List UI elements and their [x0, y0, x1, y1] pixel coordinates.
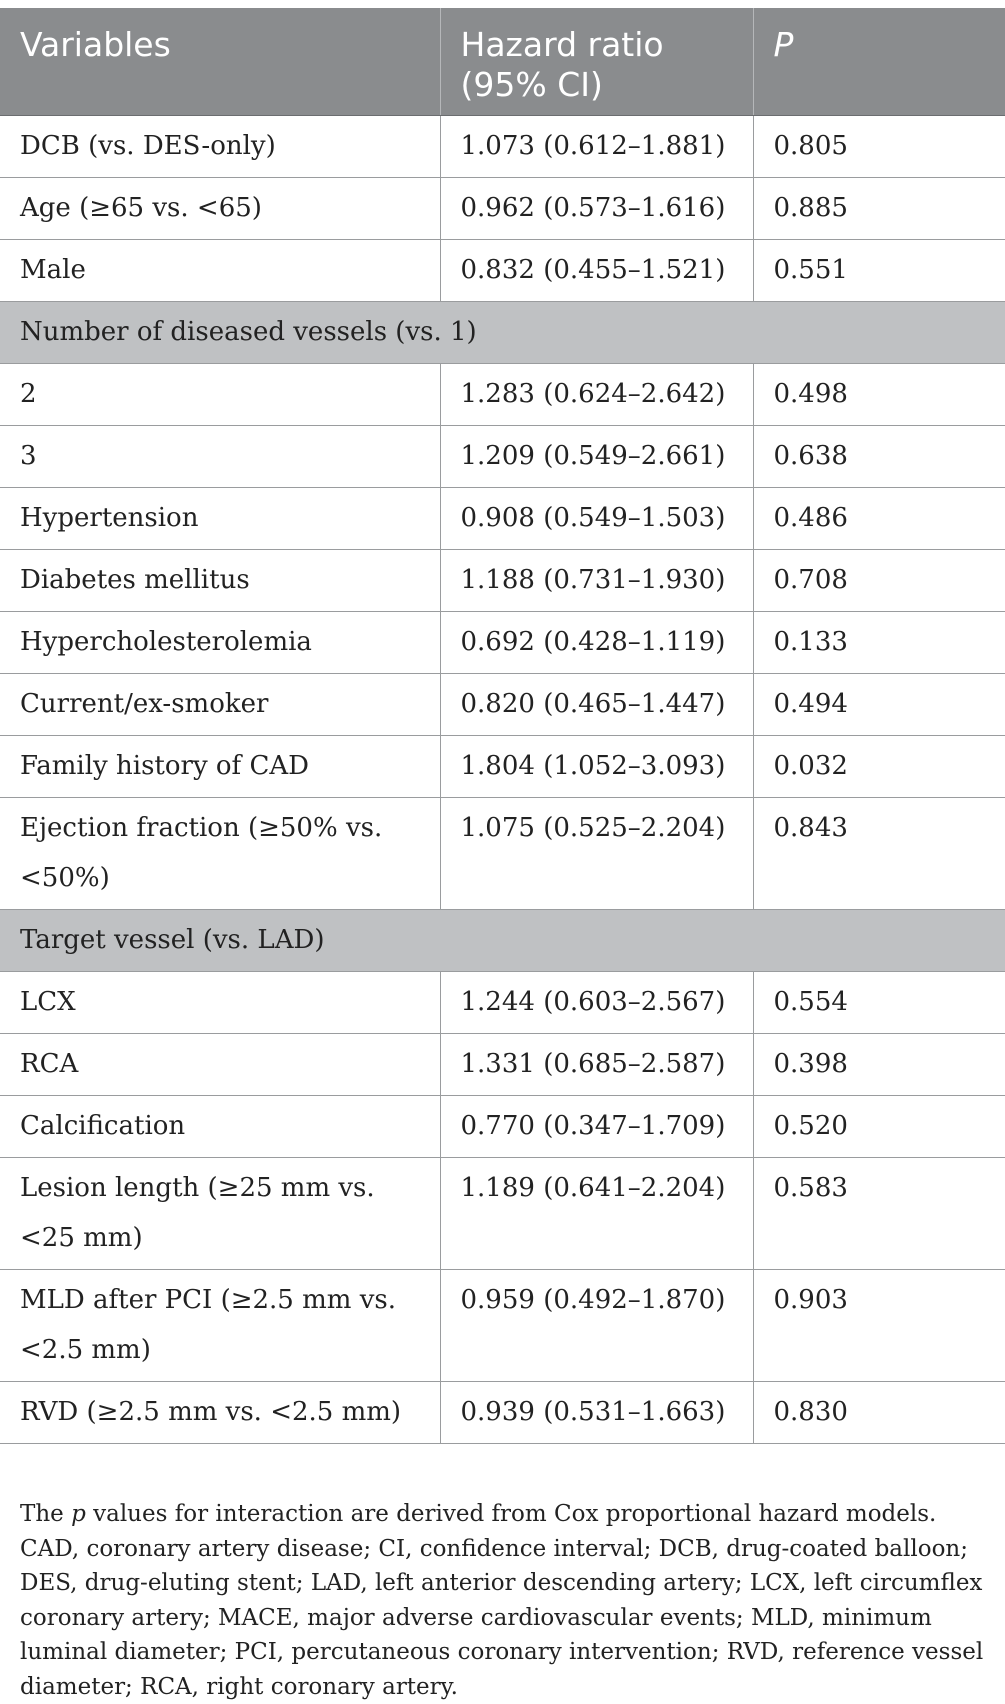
cell-hazard-ratio: 0.820 (0.465–1.447)	[440, 674, 753, 736]
table-row	[0, 116, 1005, 178]
cell-p-value: 0.708	[753, 550, 1005, 612]
table-row	[0, 364, 1005, 426]
cell-hazard-ratio: 0.959 (0.492–1.870)	[440, 1270, 753, 1382]
table-row	[0, 972, 1005, 1034]
cell-hazard-ratio: 1.244 (0.603–2.567)	[440, 972, 753, 1034]
table-row	[0, 550, 1005, 612]
table-row	[0, 736, 1005, 798]
cell-p-value: 0.398	[753, 1034, 1005, 1096]
cell-hazard-ratio: 1.804 (1.052–3.093)	[440, 736, 753, 798]
cell-hazard-ratio: 0.832 (0.455–1.521)	[440, 240, 753, 302]
cell-variable: Hypercholesterolemia	[0, 612, 440, 674]
cell-variable: RVD (≥2.5 mm vs. <2.5 mm)	[0, 1382, 440, 1444]
table-row	[0, 240, 1005, 302]
section-label: Target vessel (vs. LAD)	[0, 910, 1005, 972]
table-row	[0, 178, 1005, 240]
cell-variable: Diabetes mellitus	[0, 550, 440, 612]
cell-variable: Male	[0, 240, 440, 302]
cell-hazard-ratio: 1.188 (0.731–1.930)	[440, 550, 753, 612]
cell-variable: Family history of CAD	[0, 736, 440, 798]
table-body	[0, 116, 1005, 1444]
table-row	[0, 426, 1005, 488]
table-footnote	[20, 1497, 995, 1704]
table-row	[0, 1034, 1005, 1096]
table-row	[0, 1158, 1005, 1270]
header-variables: Variables	[0, 8, 440, 116]
cell-hazard-ratio: 0.692 (0.428–1.119)	[440, 612, 753, 674]
cell-hazard-ratio: 1.331 (0.685–2.587)	[440, 1034, 753, 1096]
table-row	[0, 1382, 1005, 1444]
cell-variable: 2	[0, 364, 440, 426]
cell-hazard-ratio: 0.962 (0.573–1.616)	[440, 178, 753, 240]
header-p: P	[753, 8, 1005, 116]
cell-p-value: 0.903	[753, 1270, 1005, 1382]
cell-hazard-ratio: 1.075 (0.525–2.204)	[440, 798, 753, 910]
cell-variable: RCA	[0, 1034, 440, 1096]
table-row	[0, 1270, 1005, 1382]
cell-variable: Current/ex-smoker	[0, 674, 440, 736]
cell-hazard-ratio: 1.189 (0.641–2.204)	[440, 1158, 753, 1270]
cell-p-value: 0.830	[753, 1382, 1005, 1444]
cell-hazard-ratio: 0.939 (0.531–1.663)	[440, 1382, 753, 1444]
cell-p-value: 0.583	[753, 1158, 1005, 1270]
table-row	[0, 1096, 1005, 1158]
table-row	[0, 488, 1005, 550]
hazard-ratio-table	[0, 8, 1005, 1444]
cell-variable: Lesion length (≥25 mm vs. <25 mm)	[0, 1158, 440, 1270]
table-row	[0, 612, 1005, 674]
cell-p-value: 0.551	[753, 240, 1005, 302]
cell-hazard-ratio: 0.908 (0.549–1.503)	[440, 488, 753, 550]
table-section-row	[0, 910, 1005, 972]
cell-variable: MLD after PCI (≥2.5 mm vs. <2.5 mm)	[0, 1270, 440, 1382]
cell-p-value: 0.498	[753, 364, 1005, 426]
cell-p-value: 0.486	[753, 488, 1005, 550]
footnote-text: values for interaction are derived from Cox proportional hazard models. CAD, coronary artery disease; CI, confidence interval; DCB, drug-coated balloon; DES, drug-eluting stent; LAD, left anterior descending artery; LCX, left circumflex coronary artery; MACE, major adverse cardiovascular events; MLD, minimum luminal diameter; PCI, percutaneous coronary intervention; RVD, reference vessel diameter; RCA, right coronary artery.	[20, 1501, 984, 1700]
cell-variable: LCX	[0, 972, 440, 1034]
cell-p-value: 0.494	[753, 674, 1005, 736]
cell-variable: 3	[0, 426, 440, 488]
cell-hazard-ratio: 1.073 (0.612–1.881)	[440, 116, 753, 178]
cell-p-value: 0.638	[753, 426, 1005, 488]
cell-p-value: 0.843	[753, 798, 1005, 910]
cell-variable: Age (≥65 vs. <65)	[0, 178, 440, 240]
cell-hazard-ratio: 1.209 (0.549–2.661)	[440, 426, 753, 488]
cell-p-value: 0.133	[753, 612, 1005, 674]
footnote-italic-p: p	[71, 1501, 86, 1527]
cell-variable: Ejection fraction (≥50% vs. <50%)	[0, 798, 440, 910]
cell-variable: Calcification	[0, 1096, 440, 1158]
table-row	[0, 674, 1005, 736]
cell-variable: DCB (vs. DES-only)	[0, 116, 440, 178]
section-label: Number of diseased vessels (vs. 1)	[0, 302, 1005, 364]
cell-p-value: 0.885	[753, 178, 1005, 240]
cell-p-value: 0.805	[753, 116, 1005, 178]
cell-p-value: 0.032	[753, 736, 1005, 798]
footnote-prefix: The	[20, 1501, 72, 1527]
cell-variable: Hypertension	[0, 488, 440, 550]
table-header-row	[0, 8, 1005, 116]
cell-p-value: 0.554	[753, 972, 1005, 1034]
table-row	[0, 798, 1005, 910]
table-section-row	[0, 302, 1005, 364]
cell-p-value: 0.520	[753, 1096, 1005, 1158]
cell-hazard-ratio: 1.283 (0.624–2.642)	[440, 364, 753, 426]
cell-hazard-ratio: 0.770 (0.347–1.709)	[440, 1096, 753, 1158]
header-hazard-ratio: Hazard ratio (95% CI)	[440, 8, 753, 116]
